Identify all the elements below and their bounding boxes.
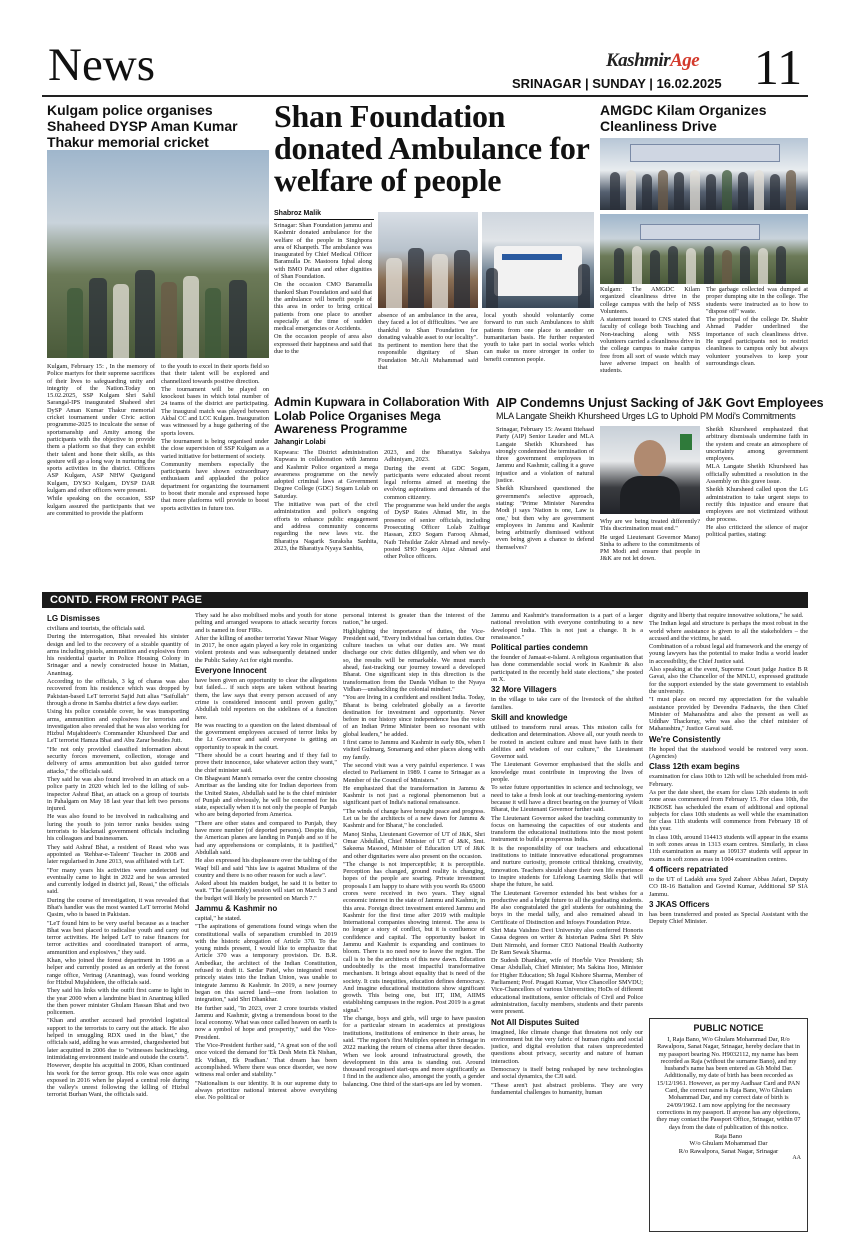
subhead: Not All Disputes Suited [491,1017,580,1027]
paragraph: They said he was also found involved in an attack on a police party in 2020 which led to the killing of sub-inspector Ashraf Bhat, an attack on a group of tourists in Pahalgam on May 18 last year that left two persons injured. [47,775,189,813]
subhead: 4 officers repatriated [649,864,729,874]
shan-col-3 [484,312,594,388]
paragraph: They said his links with the outfit first came to light in the year 2000 when a landmine blast in Anantnag killed the then power minister Ghulam Hassan Bhat and two policemen. [47,987,189,1017]
paragraph: "The change is not imperceptible; it is perceptible. Perception has changed, ground reality is changing, hopes of the people are soaring. Private investment proposals I am happy to share with you worth Rs 65000 crores were received in two years. They signal economic interest in the state of Jammu and Kashmir, in this area. Foreign direct investment entered Jammu and Kashmir for the first time after 2019 with multiple International companies showing interest. The area is no longer a story of conflict, but it is confluence of confidence and capital. The opportunity basket in Jammu and Kashmir is expanding and continues to bloom. There is no need now to leave the region. The call is to be the architects of this new dawn. Education undoubtedly is the most impactful transformative mechanism. It brings about equality that is need of the society. It cuts inequities, education defines democracy. And imagine educational institutions show significant growth. This being one, but IIT, IIM, AIIMS establishing campuses in the region. Post 2019 is a great signal." [343,860,485,1014]
paragraph: I first came to Jammu and Kashmir in early 80s, when I visited Gulmarg, Sonamarg and other places along with my family. [343,739,485,761]
paragraph: has been transferred and posted as Special Assistant with the Deputy Chief Minister. [649,910,808,926]
paragraph: He was also found to be involved in radicalising and luring the youth to join terror ranks besides using terrorists to blackmail government officials including his colleagues and businessmen. [47,813,189,843]
paragraph: The Vice-President further said, "A great son of the soil once voiced the demand for 'Ek Desh Mein Ek Nishan, Ek Vidhan, Ek Pradhan.' That dream has been accomplished. Where there was once disorder, we now witness real order and stability." [195,1042,337,1079]
paragraph: Jammu and Kashmir's transformation is a part of a larger national revolution with everyone contributing to a new developed India. This is not just a change. It is a renaissance." [491,612,643,641]
paragraph: They said Ashraf Bhat, a resident of Reasi who was appointed as 'Rehbar-e-Taleem' Teacher in 2008 and later regularised in June 2013, was affiliated with LeT. [47,843,189,866]
notice-name: Raja Bano [714,1132,743,1140]
paragraph: "He not only provided classified information about security forces movement, collection, storage and delivery of arms ammunition but also guided terror attacks," the officials said. [47,745,189,775]
brand-name: Kashmir [606,50,671,71]
paragraph: Democracy is itself being reshaped by new technologies and social dynamics, the CJI said. [491,1066,643,1081]
notice-body: I, Raja Bano, W/o Ghulam Mohammad Dar, R/o Rawalpora, Sanat Nagar, Srinagar, hereby declare that in my passport bearing No. H9032112, my name has been recorded as Raja (without the surname Bano), and my husband's name has been entered as Gh Mohd Dar. Additionally, my date of birth has been recorded as 15/12/1961. However, as per my Aadhaar Card and PAN Card, the correct name is Raja Bano, W/o Ghulam Mohammad Dar, and my correct date of birth is 24/09/1962. I am now applying for the necessary corrections in my passport. If anyone has any objections, they may contact the Passport Office, Srinagar, within 07 days from the date of publication of this notice. [656,1036,801,1131]
shan-photo-1 [378,212,478,308]
amgdc-col-2 [706,286,808,390]
paragraph: He was reacting to a question on the latest dismissal of the government employees accused of terror links by the Lt Governor and said everyone is getting an opportunity to speak in the court. [195,721,337,751]
paragraph: absence of an ambulance in the area, they faced a lot of difficulties. "we are thankful to Shan Foundation for donating valuable asset to our locality". [378,312,478,341]
kupwara-story [274,396,490,590]
paragraph: Shri Mata Vaishno Devi University also conferred Honoris Causa degrees on writer & historian Padma Shri Pt Shiv Dutt Nirmohi, and former CEO National Health Authority Dr Ram Sewak Sharma. [491,926,643,956]
paragraph: After the killing of another terrorist Yawar Nisar Wagay in 2017, he once again played a key role in organizing violent protests and was subsequently detained under the Public Safety Act for eight months. [195,634,337,664]
paragraph: "The aspirations of generations found wings when the constitutional walls of separatism crumbled in 2019 with the historic abrogation of Article 370. To the young minds present, I would like to emphasize that Article 370 was a temporary provision. Dr. B.R. Ambedkar, the architect of the Indian Constitution, refused to draft it. Sardar Patel, who integrated most princely states into the Indian Union, was unable to integrate Jammu & Kashmir. In 2019, a new journey began on this sacred land—one from isolation to integration," said Shri Dhankhar. [195,923,337,1004]
paragraph: "There are other states and compared to Punjab, they have more number (of deported persons). Despite this, the American planes are landing in Punjab and so if he had any apprehensions or complaints, it is justified," Abdullah said. [195,819,337,856]
paragraph: He also criticized the silence of major political parties, stating: [706,523,808,539]
paragraph: The garbage collected was dumped at proper dumping site in the college. The students were instructed as to how to "dispose off" waste. [706,286,808,315]
notice-address: R/o Rawalpora, Sanat Nagar, Srinagar [678,1147,779,1155]
paragraph: Using his police constable cover, he was transporting arms, ammunition and explosives for terrorists and investigation also revealed that he was also working for Hizbul Mujahideen's Commander Khursheed Dar and LeT terrorist Hamza Bhai and Abu Zarar besides Jutt. [47,708,189,745]
amgdc-photo-1 [600,138,808,210]
paragraph: The Lieutenant Governor asked the teaching community to focus on harnessing the capacities of our students and transform the educational institutions into the most potent instrument to build a prosperous India. [491,814,643,844]
paragraph: Why are we being treated differently? This discrimination must end." [600,518,700,533]
shan-col-1 [274,222,372,387]
paragraph: "The winds of change have brought peace and progress. Let us be the architects of a new dawn for Jammu & Kashmir and for Bharat," he concluded. [343,807,485,830]
paragraph: 2023, and the Bharatiya Sakshya Adhiniyam, 2023. [384,449,490,464]
brand-name-accent: Age [670,50,700,71]
paragraph: The change, boys and girls, will urge to have passion for a particular stream in academics at prestigious institutions, institutions of eminence in their areas, he said. "The region's first Multiplex opened in Srinagar in 2022 marking the return of cinema after three decades. When we look around infrastructural growth, the development in this area is standing out. Around thousand recognised start-ups and more significantly as I find in the audience also, amongst the youth, a gender balancing. One third of the start-ups are led by women. [343,1015,485,1088]
paragraph: civilians and tourists, the officials said. [47,625,146,632]
kulgam-story [47,102,269,590]
paragraph: Combination of a robust legal aid framework and the energy of young lawyers has the potential to make India a world leader in accessibility, the Chief Justice said. [649,643,808,665]
brand-logo [606,50,699,72]
paragraph: "There should be a court hearing and if they fail to prove their innocence, take whatever action they want," the chief minister said. [195,752,337,774]
subhead: We're Consistently [649,734,721,744]
kupwara-byline: Jahangir Lolabi [274,439,326,446]
paragraph: He emphasized that the transformation in Jammu & Kashmir is not just a regional phenomenon but a significant part of India's national renaissance. [343,784,485,807]
paragraph: It is the responsibility of our teachers and educational institutions to initiate innovative educational programmes and nurture curiosity, promote critical thinking, creativity, innovation. Teachers should share their own life experience to inspire students for Lifelong Learning Skills that will shape the future, he said. [491,844,643,889]
paragraph: "Nationalism is our identity. It is our supreme duty to always prioritize national interest above everything else. No political or [195,1079,337,1102]
page-number: 11 [753,39,803,95]
paragraph: "Khan and another accused had provided logistical support to the terrorists to carry out the attack. He also helped in smuggling RDX used in the blast," the officials said, adding he was arrested, chargesheeted but later acquitted in 2006 due to "witnesses backtracking, intimidating environment inside and outside the courts". [47,1017,189,1061]
paragraph: As per the date sheet, the exam for class 12th students in soft zone areas commenced from February 15. For class 10th, the JKBOSE has scheduled the exam of additional and optional subjects for class 10th students as well while the examination for class 11th students will commence from February 18 of this year. [649,788,808,833]
paragraph: The programme was held under the aegis of DySP Raies Ahmad Mir, in the presence of senior officials, including Prosecuting Officer Lolab Zulfiqar Hassan, ZEO Sogam Farooq Ahmad, Naib Tehsildar Zakir Ahmad and newly-posted SHO Sogam Aijaz Ahmad and other Police officers. [384,502,490,561]
shan-photo-2 [482,212,594,308]
paragraph: in the village to take care of the livestock of the shifted families. [491,696,643,711]
subhead: 32 More Villagers [491,685,557,695]
paragraph: During the interrogation, Bhat revealed his sinister design and led to the recovery of a sizable quantity of arms including pistols, ammunition and explosives from his residential quarter in Police Housing Colony in Srinagar and a newly constructed house in Mattan, Anantnag. [47,633,189,677]
aip-col-3 [706,426,808,590]
paragraph: to the youth to excel in their sports field so that their talent will be explored and channelized towards positive direction. [161,363,269,385]
paragraph: personal interest is greater than the interest of the nation," he urged. [343,612,485,627]
aip-headline: AIP Condemns Unjust Sacking of J&K Govt Employees [496,396,824,410]
paragraph: However, despite his acquittal in 2006, Khan continued his work for the terror group. His role was once again exposed in 2016 when he played a central role during the valley's unrest following the killing of Hizbul terrorist Burhan Wani, the officials said. [47,1062,189,1099]
aip-col-1 [496,426,594,590]
kulgam-col-1 [47,363,155,589]
paragraph: "For many years his activities were undetected but eventually came to light in 2022 and he was arrested and currently lodged in district jail, Reasi," the officials said. [47,866,189,896]
paragraph: The principal of the college Dr. Shabir Ahmad Padder underlined the importance of such cleanliness drive. He urged participants not to restrict cleanliness to campus only but always volunteer yourselves to keep your surroundings clean. [706,316,808,367]
paragraph: local youth should voluntarily come forward to run such Ambulances to shift patients from one place to another on humanitarian basis. He further requested youth to take part in social works which can make us more stronger in order to benefit common people. [484,312,594,363]
kupwara-col-1 [274,449,378,589]
contd-col-5 [649,612,808,1012]
paragraph: Also speaking at the event, Supreme Court judge Justice B R Gavai, also the Chancellor of the MNLU, expressed gratitude for the support extended by the state government to establish the university. [649,666,808,695]
paragraph: Asked about his maiden budget, he said it is better to wait. "The (assembly) session will start on March 3 and the budget will likely be presented on March 7." [195,880,337,902]
paragraph: MLA Langate Sheikh Khursheed has officially submitted a resolution in the Assembly on this grave issue. [706,463,808,486]
aip-subheadline: MLA Langate Sheikh Khursheed Urges LG to Uphold PM Modi's Commitments [496,411,796,421]
shan-col-2 [378,312,478,388]
paragraph: On Bhagwant Mann's remarks over the centre choosing Amritsar as the landing site for Indian deportees from the United States, Abdullah said he is the chief minister of Punjab and obviously, he will be concerned for his state, especially when it is not only the people of Punjab who are being deported from America. [195,774,337,819]
contd-col-4 [491,612,643,1234]
paragraph: to the UT of Ladakh area Syed Zaheer Abbas Jafari, Deputy CO IR-16 Battalion and Govind Kumar, Additional SP SIA Jammu. [649,875,808,898]
paragraph: He urged Lieutenant Governor Manoj Sinha to adhere to the commitments of PM Modi and ensure that people in J&K are not let down. [600,533,700,563]
paragraph: During the course of investigation, it was revealed that Bhat's handler was the most wanted LeT terrorist Mohd Qasim, who is based in Pakistan. [47,896,189,919]
kupwara-col-2 [384,449,490,589]
paragraph: Highlighting the importance of duties, the Vice-President said, "Every individual has certain duties. Our culture teaches us what our duties are. We must discharge our civic duties diligently, and when we do so, the results will be remarkable. We must march ahead, fast-tracking our journey toward a developed Bharat. One significant step in this direction is the transformation from the Danda Vidhan to the Nyaya Vidhan—unshackling the colonial mindset." [343,627,485,693]
paragraph: A statement issued to CNS stated that faculty of college both Teaching and Non-teaching along with NSS volunteers carried a cleanliness drive in the college campus to make campus free from all sort of waste which may have adverse impact on health of students. [600,316,700,375]
paragraph: "I must place on record my appreciation for the valuable assistance provided by Devendra Fadnavis, the then Chief Minister of Maharashtra and also the present as well as Uddhav Thackeray, who was also the chief minister of Maharashtra," Justice Gavai said. [649,696,808,733]
shan-story [274,100,594,390]
paragraph: The initiative was part of the civil administration and police's ongoing efforts to enhance public engagement and address community concerns regarding the new laws viz. the Bharatiya Nagarik Suraksha Sanhita, 2023, the Bharatiya Nyaya Sanhita, [274,501,378,552]
paragraph: the founder of Jamaat-e-Islami. A religious organisation that has done commendable social work in Kashmir & also participated in the recently held state elections," she posted on X. [491,654,643,684]
notice-code: AA [792,1155,801,1162]
aip-story [496,396,824,590]
paragraph: The Lieutenant Governor emphasised that the skills and knowledge must contribute in improving the lives of people. [491,761,643,784]
amgdc-headline: AMGDC Kilam Organizes Cleanliness Drive [600,102,767,134]
paragraph: Sheikh Khursheed emphasized that arbitrary dismissals undermine faith in the system and create an atmosphere of uncertainty among government employees. [706,426,808,463]
subhead: LG Dismisses [47,614,100,623]
shan-byline: Shabroz Malik [274,210,374,220]
paragraph: On the occasion people of area also expressed their happiness and said that due to the [274,333,372,356]
section-title: News [48,39,156,91]
kulgam-photo [47,150,269,358]
paragraph: In class 10th, around 114413 students will appear in the exams in soft zones areas in 1313 exam centres. Similarly, in class 11th examination as many as 109137 students will appear in exams in soft zones areas in 1004 examination centres. [649,833,808,863]
masthead [0,0,848,100]
shan-headline: Shan Foundation donated Ambulance for welfare of people [274,98,589,198]
paragraph: He also expressed his displeasure over the tabling of the Waqf bill and said "this law is against Muslims of the country and there is no other reason for such a law". [195,857,337,879]
dateline: SRINAGAR | SUNDAY | 16.02.2025 [512,76,722,91]
paragraph: utilised to transform rural areas. This mission calls for dedication and determination. Above all, our youth needs to be rooted in ancient culture and must have faith in their abilities and wisdom of our culture," the Lieutenant Governor said. [491,723,643,761]
paragraph: Khan, who joined the forest department in 1996 as a helper and currently posted as an orderly at the forest range office, Verinag (Anantnag), was found working for Hizbul Mujahideen, the officials said. [47,957,189,986]
paragraph: Sheikh Khursheed called upon the LG administration to take urgent steps to rectify this injustice and ensure that employees are not victimized without due process. [706,486,808,523]
paragraph: Its pertinent to mention here that the responsible dignitary of Shan Foundation Mr.Ali Muhammad said that [378,342,478,372]
paragraph: examination for class 10th to 12th will be scheduled from mid-February. [649,773,808,788]
paragraph: He further said, "In 2023, over 2 crore tourists visited Jammu and Kashmir, giving a tremendous boost to the local economy. What was once called heaven on earth is now a symbol of hope and prosperity," said the Vice-President. [195,1004,337,1041]
paragraph: During the event at GDC Sogam, participants were educated about recent legal reforms aimed at meeting the evolving aspirations and demands of the common citizenry. [384,464,490,501]
contd-bar [42,592,808,608]
paragraph: have been given an opportunity to clear the allegations but failed.... if such steps are taken without hearing them, the law says that every person accused of any crime is considered innocent until proven guilty," Abdullah told reporters on the sidelines of a function here. [195,677,337,721]
notice-relation: W/o Ghulam Mohammad Dar [689,1140,768,1148]
paragraph: Kupwara: The District administration Kupwara in collaboration with Jammu and Kashmir Police organized a mega awareness programme on the newly adopted criminal laws at Government Degree College (GDC) Sogam Lolab on Saturday. [274,449,378,500]
paragraph: Srinagar, February 15: Awami Ittehaad Party (AIP) Senior Leader and MLA Langate Sheikh Khursheed has strongly condemned the termination of three government employees in Jammu and Kashmir, calling it a grave injustice and a violation of natural justice. [496,426,594,485]
paragraph: The tournament will be played on knockout bases in which total number of 24 teams of the district are participating. The inaugural match was played between Akbal CC and LCC Kulgam. Inauguration was witnessed by a huge gathering of the sports lovers. [161,385,269,437]
amgdc-story [600,102,808,390]
paragraph: "These aren't just abstract problems. They are very fundamental challenges to humanity, human [491,1081,643,1096]
contd-col-2 [195,612,337,1234]
paragraph: Community members especially the participants have shown extraordinary enthusiasm and applauded the police department for organizing the tournament to boost their morale and expressed hope that more platforms will provide to boost sports activities in future too. [161,460,269,512]
paragraph: Manoj Sinha, Lieutenant Governor of UT of J&K, Shri Omar Abdullah, Chief Minister of UT of J&K, Smt. Sakeena Masood, Minister of Education UT of J&K and other dignitaries were also present on the occasion. [343,830,485,860]
kulgam-headline: Kulgam police organises Shaheed DYSP Aman Kumar Thakur memorial cricket [47,102,238,150]
aip-portrait [600,426,700,514]
kulgam-col-2 [161,363,269,589]
paragraph: dignity and liberty that require innovative solutions," he said. [649,612,804,619]
subhead: Jammu & Kashmir no [195,903,278,913]
kupwara-headline: Admin Kupwara in Collaboration With Lolab Police Organises Mega Awareness Programme [274,395,490,436]
paragraph: While speaking on the occasion, SSP kulgam assured the participants that we are committed to provide the platform [47,495,155,517]
subhead: Skill and knowledge [491,712,568,722]
subhead: 3 JKAS Officers [649,899,710,909]
paragraph: According to the officials, 3 kg of charas was also recovered from his residence which was dropped by Pakistan-based LeT terrorist Sajid Jutt alias "Saifullah" through a drone in Samba district a few days earlier. [47,678,189,707]
subhead: Class 12th exam begins [649,762,740,772]
paragraph: Dr Sudesh Dhankhar, wife of Hon'ble Vice President; Sh Omar Abdullah, Chief Minister; Ms Sakina Itoo, Minister for Higher Education; Sh Jugal Kishore Sharma, Member of Parliament; Prof. Pragati Kumar, Vice Chancellor SMVDU; Vice-Chancellors of various Universities; HoDs of different educational institutions, senior officials of Civil and Police administration, faculty members, students and their parents were present. [491,957,643,1016]
paragraph: Sheikh Khursheed questioned the government's selective approach, stating: "Prime Minister Narendra Modi ji says 'Nation is one, Law is one,' but then why are government employees in Jammu and Kashmir being arbitrarily dismissed without even being given a chance to defend themselves? [496,485,594,551]
masthead-rule [42,95,808,97]
contd-label: CONTD. FROM FRONT PAGE [50,594,202,606]
paragraph: The second visit was a very painful experience. I was elected to Parliament in 1989. I came to Srinagar as a Member of the Council of Ministers." [343,761,485,784]
paragraph: imagined, like climate change that threatens not only our environment but the very fabric of human rights and social justice, and digital evolution that raises unprecedented questions about privacy, security and nature of human interaction. [491,1028,643,1065]
paragraph: He hoped that the statehood would be restored very soon. (Agencies) [649,745,808,761]
notice-signature [656,1133,801,1156]
paragraph: They said he also mobilised mobs and youth for stone pelting and arranged weapons to attack security forces and is named in four FIRs. [195,612,337,634]
paragraph: "You are living in a confident and resilient India. Today, Bharat is being celebrated globally as a favorite destination for investment and opportunity. Never before in our history since independence has the voice of an Indian Prime Minister been so resonant with global leaders," he added. [343,694,485,738]
paragraph: "LeT found him to be very useful because as a teacher Bhat was best placed to radicalise youth and carry out terror activities. He helped LeT to raise finances for terror activities and coordinated transport of arms, ammunition and explosives," they said. [47,919,189,956]
paragraph: Srinagar: Shan Foundation jammu and Kashmir donated ambulance for the welfare of the people in Singhpora area of Khanpeth. The ambulance was inaugurated by Chief Medical Officer Baramulla Dr. Mastoora Iqbal along with BMO Pattan and other dignities of Shan Foundation. [274,222,372,281]
amgdc-photo-2 [600,214,808,284]
contd-col-1 [47,612,189,1234]
public-notice [649,1018,808,1232]
subhead: Political parties condemn [491,643,588,653]
paragraph: On the occasion CMO Baramulla thanked Shan Foundation and said that the ambulance will benefit people of this area in order to bring critical patients from one place to another especially at the time of sudden medical emergencies or Accidents. [274,281,372,333]
paragraph: The tournament is being organised under the close supervision of SSP Kulgam as a varied initiative for betterment of society. [161,437,269,460]
notice-title: PUBLIC NOTICE [693,1023,764,1033]
paragraph: The Lieutenant Governor extended his best wishes for a productive and a bright future to all the graduating students. He also congratulated the girl students for outshining the boys in the medal tally, and also remained ahead in Certificate of Distinction and Infosys Foundation Prize. [491,889,643,926]
paragraph: Kulgam, February 15: , In the memory of Police martyrs for their supreme sacrifices of their lives to safeguarding unity and integrity of the Nation.Today on 15.02.2025, SSP Kulgam Shri Sahil Sarangal-IPS inaugurated Shaheed shri DySP Aman Kumar Thakur memorial cricket tournament under Civic action programme-2025 to inculcate the sense of sportsmanship and Amity among the participants with the objective to provide them a platform so that they can exhibit their talent and hone their skills, as this gesture will go a long way in nurturing the sports activities in the district. Officers ASP Kulgam, ASP NHW Qazigund Kulgam, DYSO Kulgam, DYSP DAR kulgam and other officers were present. [47,363,155,495]
paragraph: Kulgam: The AMGDC Kilam organized cleanliness drive in the college campus with the help of NSS Volunteers. [600,286,700,315]
contd-col-3 [343,612,485,1234]
amgdc-col-1 [600,286,700,390]
paragraph: To seize future opportunities in science and technology, we need to take a fresh look at our teaching-mentoring system because it will have a direct bearing on the journey of Viksit Bharat, the Lieutenant Governor further said. [491,784,643,814]
subhead: Everyone Innocent [195,666,267,676]
paragraph: capital," he stated. [195,914,242,922]
paragraph: The Indian legal aid structure is perhaps the most robust in the world where assistance is given to all the stakeholders – the accused and the victims, he said. [649,620,808,642]
aip-col-2 [600,518,700,590]
